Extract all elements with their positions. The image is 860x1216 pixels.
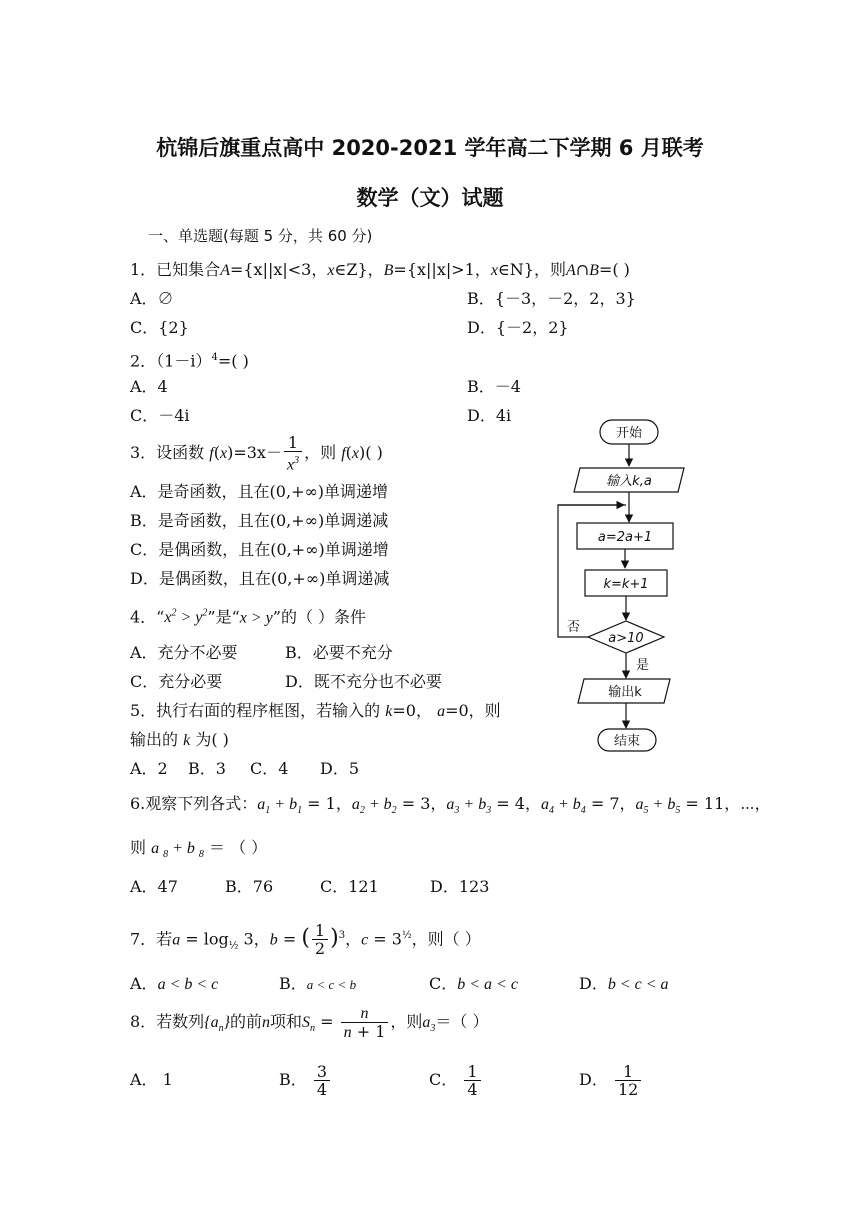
question-6-line2: 则 a $_8$ + b $_8$ ＝ （ ） bbox=[130, 838, 268, 861]
question-8-option-d: D． $\frac{1}{12}$ bbox=[579, 1060, 643, 1100]
question-7-option-b: B．a < c < b bbox=[279, 974, 357, 993]
flow-input-label: 输入k,a bbox=[606, 474, 652, 489]
question-1-option-a: A．∅ bbox=[130, 289, 174, 308]
question-5-option-c: C．4 bbox=[250, 759, 289, 778]
question-2-option-b: B．－4 bbox=[467, 377, 521, 396]
question-2-option-d: D．4i bbox=[467, 406, 512, 425]
question-3-option-b: B．是奇函数，且在(0,+∞)单调递减 bbox=[130, 511, 389, 530]
question-7-option-d: D．b < c < a bbox=[579, 974, 669, 993]
question-6-option-c: C．121 bbox=[320, 877, 379, 896]
question-6-option-d: D．123 bbox=[430, 877, 490, 896]
question-3-stem: 3．设函数 f(x)=3x－ $\frac{1}{x^3}$ ，则 f(x)( ) bbox=[130, 433, 383, 474]
flow-yes-label: 是 bbox=[636, 658, 650, 673]
question-8-option-b: B． $\frac{3}{4}$ bbox=[279, 1060, 332, 1100]
section-heading: 一、单选题(每题 5 分，共 60 分) bbox=[148, 227, 373, 245]
question-7-stem: 7．若$a = \log_{\frac{1}{2}} 3$，b = ( $\frac{1}{2}$ )$^3$，$c = 3^{\frac{1}{2}}$，则（ ） bbox=[130, 921, 481, 959]
question-1-option-d: D．{－2，2} bbox=[467, 318, 569, 337]
question-7-option-a: A．a < b < c bbox=[130, 974, 219, 993]
question-1-option-c: C．{2} bbox=[130, 318, 189, 337]
question-3-option-c: C．是偶函数，且在(0,+∞)单调递增 bbox=[130, 540, 389, 559]
question-4-stem: 4．“$x^2 > y^2$”是“x > y”的（ ）条件 bbox=[130, 607, 367, 627]
fraction-1-over-x3: $\frac{1}{x^3}$ bbox=[284, 434, 302, 473]
question-5-stem-line2: 输出的 k 为( ) bbox=[130, 730, 229, 749]
page-subtitle: 数学（文）试题 bbox=[356, 186, 504, 210]
question-5-stem-line1: 5．执行右面的程序框图，若输入的 k=0， a=0，则 bbox=[130, 701, 501, 720]
page-title: 杭锦后旗重点高中 2020-2021 学年高二下学期 6 月联考 bbox=[156, 136, 704, 160]
flow-step-k-label: k=k+1 bbox=[603, 577, 649, 592]
question-4-option-d: D．既不充分也不必要 bbox=[285, 672, 442, 691]
question-5-option-a: A．2 bbox=[130, 759, 168, 778]
question-3-option-d: D．是偶函数，且在(0,+∞)单调递减 bbox=[130, 569, 390, 588]
fraction-n-over-n-plus-1: $\frac{n}{n + 1}$ bbox=[341, 1005, 389, 1041]
program-flowchart bbox=[548, 410, 708, 760]
question-2-option-c: C．－4i bbox=[130, 406, 190, 425]
question-6-stem: 6.观察下列各式：$a_1 + b_1 = 1$，$a_2 + b_2 = 3$，$a_3 + b_3 = 4$，$a_4 + b_4 = 7$，$a_5 + b_5 = 11$，⋯， bbox=[130, 794, 771, 817]
question-6-option-b: B．76 bbox=[225, 877, 274, 896]
question-1-stem: 1．已知集合A={x||x|<3，x∈Z}，B={x||x|>1，x∈N}，则A∩B=( ) bbox=[130, 260, 630, 279]
question-5-option-b: B．3 bbox=[188, 759, 226, 778]
flow-start-label: 开始 bbox=[615, 426, 643, 441]
question-2-option-a: A．4 bbox=[130, 377, 168, 396]
flow-end-label: 结束 bbox=[613, 734, 641, 749]
question-7-option-c: C．b < a < c bbox=[429, 974, 518, 993]
flow-decision-label: a>10 bbox=[608, 631, 644, 646]
question-4-option-b: B．必要不充分 bbox=[285, 643, 393, 662]
question-8-stem: 8．若数列$\{a_n\}$的前n项和$S_n$ = $\frac{n}{n + 1}$ ，则$a_3=$（ ） bbox=[130, 1004, 489, 1041]
fraction-one-half: $\frac{1}{2}$ bbox=[312, 922, 328, 957]
question-3-option-a: A．是奇函数，且在(0,+∞)单调递增 bbox=[130, 482, 389, 501]
flow-no-label: 否 bbox=[567, 620, 581, 635]
question-8-option-a: A． 1 bbox=[130, 1070, 173, 1089]
flow-output-label: 输出k bbox=[608, 685, 642, 700]
question-4-option-a: A．充分不必要 bbox=[130, 643, 238, 662]
question-6-option-a: A．47 bbox=[130, 877, 178, 896]
question-2-stem: 2．$(1-i)^4=$( ) bbox=[130, 351, 249, 371]
question-1-option-b: B．{－3，－2，2，3} bbox=[467, 289, 636, 308]
question-5-option-d: D．5 bbox=[320, 759, 360, 778]
flow-step-a-label: a=2a+1 bbox=[597, 530, 653, 545]
question-4-option-c: C．充分必要 bbox=[130, 672, 223, 691]
question-8-option-c: C． $\frac{1}{4}$ bbox=[429, 1060, 483, 1100]
